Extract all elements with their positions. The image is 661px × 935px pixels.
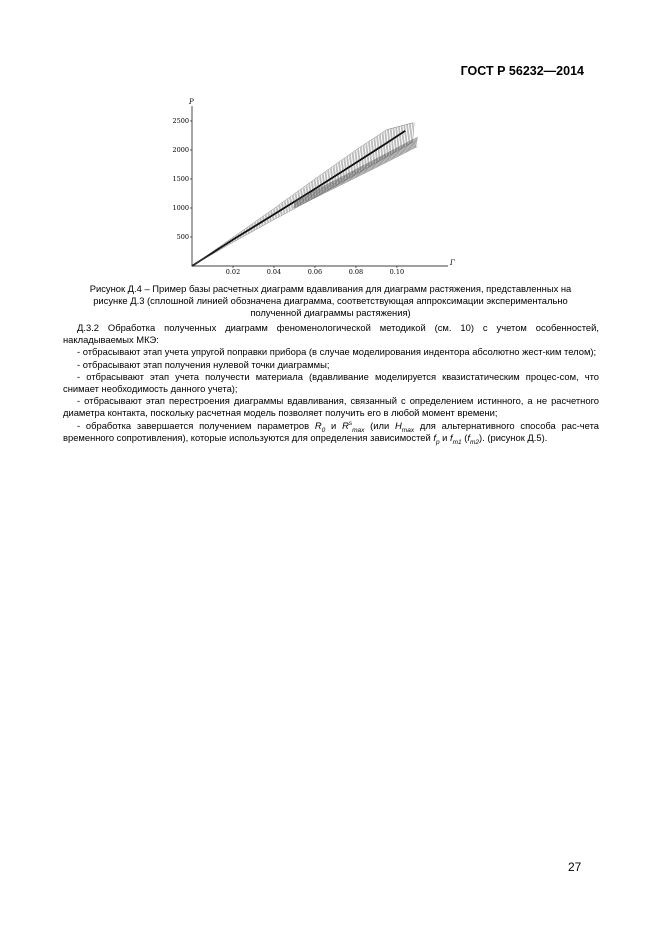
approximation-curve — [192, 131, 405, 266]
chart-svg — [170, 98, 460, 278]
symbol-letter: R — [314, 419, 322, 431]
x-tick-label: 0.06 — [307, 268, 323, 276]
text-segment: - обработка завершается получением параметров — [77, 419, 315, 431]
figure-caption — [60, 283, 601, 319]
band-hatch-line — [342, 176, 344, 184]
text-segment: ( — [461, 431, 468, 443]
band-hatch-line — [415, 138, 417, 147]
band-lower-edge — [294, 146, 417, 207]
text-segment: для альтернативного способа рас-чета временного сопротивления), которые используются для определения зависимостей — [63, 419, 599, 443]
band-hatch-line — [358, 168, 360, 176]
band-hatch-line — [408, 142, 410, 151]
band-hatch-line — [387, 153, 389, 162]
symbol-subscript: 0 — [321, 426, 326, 434]
page-number: 27 — [568, 860, 582, 874]
y-tick-label: 2500 — [172, 116, 189, 125]
y-tick-label: 1000 — [172, 203, 189, 212]
band-hatch-line — [386, 153, 388, 162]
band-hatch-line — [334, 180, 336, 188]
band-hatch-line — [403, 145, 405, 154]
caption-line-1: Рисунок Д.4 – Пример базы расчетных диаграмм вдавливания для диаграмм растяжения, представленных на — [89, 283, 572, 294]
band-hatch-line — [394, 149, 396, 158]
document-header: ГОСТ Р 56232—2014 — [460, 64, 584, 78]
symbol-fm1 — [450, 431, 462, 446]
symbol-rs-max — [342, 419, 365, 434]
band-hatch-line — [389, 151, 391, 160]
symbol-r0 — [314, 419, 326, 434]
list-item-zero-point: - отбрасывают этап получения нулевой точки диаграммы; — [77, 358, 330, 370]
band-hatch-line — [336, 180, 338, 188]
symbol-subscript: max — [401, 426, 415, 434]
band-hatch-line — [416, 138, 418, 147]
symbol-letter: f — [450, 431, 453, 443]
band-hatch-line — [413, 139, 415, 148]
caption-line-3: полученной диаграммы растяжения) — [250, 307, 411, 319]
y-axis-label: P — [189, 98, 194, 106]
band-hatch-line — [410, 141, 412, 150]
symbol-subscript: p — [435, 438, 440, 446]
band-hatch-line — [330, 183, 332, 190]
y-tick-label: 1500 — [172, 174, 189, 183]
band-hatch-line — [388, 152, 390, 161]
band-hatch-line — [403, 144, 405, 153]
list-item-rebuild-diagram: - отбрасывают этап перестроения диаграммы вдавливания, связанный с определением истинного, а не расчетного диаметра контакта, поскольку расчетная модель позволяет получить его в любой момент времени; — [63, 395, 599, 419]
symbol-subscript: max — [352, 426, 365, 434]
text-segment: (или — [364, 419, 396, 431]
band-hatch-line — [414, 139, 416, 148]
symbol-letter: f — [433, 431, 436, 443]
x-tick-label: 0.08 — [348, 268, 364, 276]
body-text — [63, 322, 599, 444]
band-hatch-line — [308, 194, 310, 201]
text-segment: ). (рисунок Д.5). — [479, 431, 548, 443]
symbol-superscript: s — [348, 419, 353, 427]
text-segment: и — [325, 419, 343, 431]
symbol-letter: R — [342, 419, 349, 431]
band-hatch-line — [360, 167, 362, 175]
symbol-letter: H — [395, 419, 402, 431]
symbol-h-max — [395, 419, 415, 434]
paragraph-d32: Д.3.2 Обработка полученных диаграмм феноменологической методикой (см. 10) с учетом особенностей, накладываемых МКЭ: — [63, 322, 599, 346]
list-item-processing-result — [63, 420, 599, 444]
band-hatch-line — [411, 140, 413, 149]
band-hatch-line — [405, 143, 407, 152]
band-hatch-line — [356, 169, 358, 177]
band-hatch-line — [402, 145, 404, 154]
text-segment: и — [439, 431, 451, 443]
list-item-elastic-correction: - отбрасывают этап учета упругой поправки прибора (в случае моделирования индентора абсолютно жест-ким телом); — [77, 346, 597, 358]
band-hatch-line — [381, 156, 383, 165]
y-tick-label: 2000 — [172, 145, 189, 154]
list-item-creep: - отбрасывают этап учета получести материала (вдавливание моделируется квазистатическим процес-сом, что снимает необходимость данного учета); — [63, 370, 599, 395]
symbol-subscript: m2 — [470, 438, 480, 446]
band-hatch-line — [344, 175, 346, 183]
band-hatch-line — [410, 140, 412, 149]
band-hatch-line — [370, 162, 372, 171]
band-hatch-line — [395, 149, 397, 158]
band-hatch-line — [400, 146, 402, 155]
indentation-chart — [170, 98, 460, 278]
symbol-subscript: m1 — [452, 438, 462, 446]
band-hatch-line — [372, 161, 374, 170]
symbol-fm2 — [467, 431, 480, 446]
caption-line-2: рисунке Д.3 (сплошной линией обозначена диаграмма, соответствующая аппроксимации экспериментально — [93, 295, 568, 307]
symbol-letter: f — [467, 431, 470, 443]
x-tick-label: 0.04 — [266, 268, 282, 276]
band-hatch-line — [350, 172, 352, 180]
x-tick-label: 0.10 — [389, 268, 405, 276]
y-tick-label: 500 — [176, 232, 189, 241]
x-axis-label: Γ — [450, 259, 455, 267]
x-tick-label: 0.02 — [225, 268, 241, 276]
band-hatch-line — [352, 171, 354, 179]
band-hatch-line — [397, 147, 399, 156]
band-hatch-line — [396, 148, 398, 157]
